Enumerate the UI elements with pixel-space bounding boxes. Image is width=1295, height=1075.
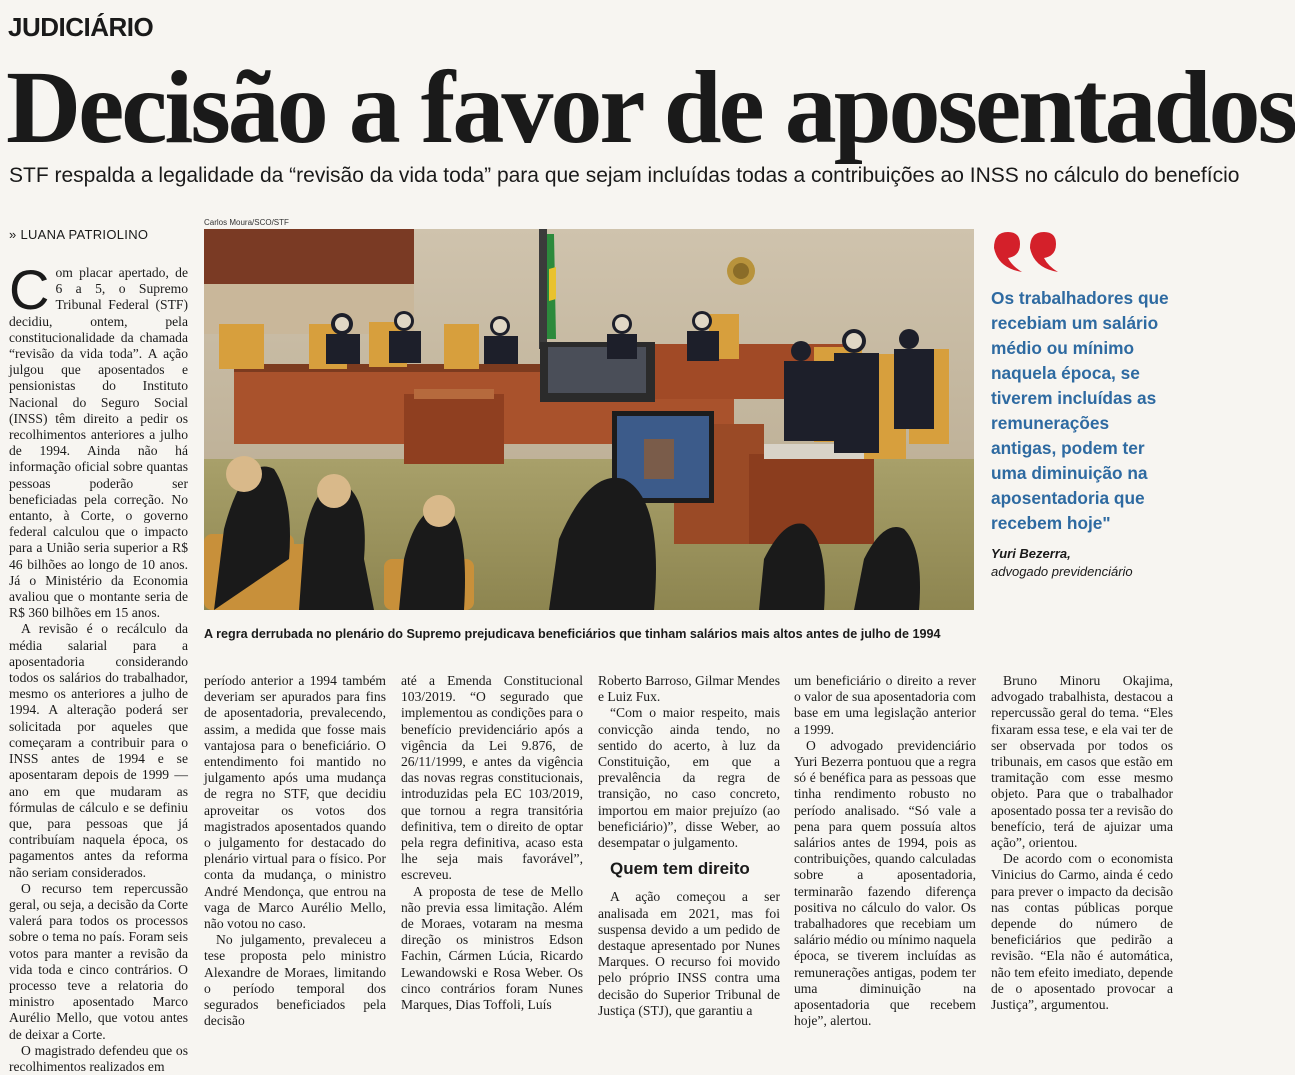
photo-credit: Carlos Moura/SCO/STF <box>204 218 289 227</box>
article-column-5 <box>794 673 976 1029</box>
section-subtitle: Quem tem direito <box>610 859 750 879</box>
paragraph: A proposta de tese de Mello não previa essa limitação. Além de Moraes, votaram na mesma direção os ministros Edson Fachin, Cármen Lúcia, Ricardo Lewandowski e Rosa Weber. Os cinco contrários foram Nunes Marques, Dias Toffoli, Luís <box>401 883 583 1013</box>
paragraph: De acordo com o economista Vinicius do Carmo, ainda é cedo para prever o impacto da decisão nas contas públicas porque depende do número de beneficiários que pedirão a revisão. “Ela não é automática, não tem efeito imediato, depende de o aposentado provocar a Justiça”, argumentou. <box>991 851 1173 1013</box>
paragraph: Bruno Minoru Okajima, advogado trabalhista, destacou a repercussão geral do tema. “Eles fixaram essa tese, e ela vai ter de ser observada por todos os tribunais, em casos que estão em tramitação com esse mesmo objeto. Para que o trabalhador aposentado possa ter a revisão do benefício, terá de ajuizar uma ação”, orientou. <box>991 673 1173 851</box>
paragraph: um beneficiário o direito a rever o valor de sua aposentadoria com base em uma legislação anterior a 1999. <box>794 673 976 737</box>
headline: Decisão a favor de aposentados <box>6 50 1295 165</box>
photo-caption: A regra derrubada no plenário do Supremo prejudicava beneficiários que tinham salários mais altos antes de julho de 1994 <box>204 627 941 641</box>
pullquote-author: Yuri Bezerra, <box>991 546 1071 561</box>
pullquote-text: Os trabalhadores que recebiam um salário médio ou mínimo naquela época, se tiverem incluídas as remunerações antigas, podem ter uma diminuição na aposentadoria que recebem hoje" <box>991 288 1169 533</box>
paragraph: O magistrado defendeu que os recolhimentos realizados em <box>9 1042 188 1074</box>
paragraph: A revisão é o recálculo da média salarial para a aposentadoria considerando todos os salários do trabalhador, mesmo os anteriores a julho de 1994. A alteração poderá ser solicitada por aqueles que começaram a contribuir para o INSS antes de 1994 e se aposentaram depois de 1999 — ano em que mudaram as fórmulas de cálculo e se definiu que, para pessoas que já contribuíam naquela época, os pagamentos antes da reforma não seriam considerados. <box>9 621 188 880</box>
court-plenary-illustration <box>204 229 974 610</box>
byline: » LUANA PATRIOLINO <box>9 227 149 242</box>
paragraph: A ação começou a ser analisada em 2021, mas foi suspensa devido a um pedido de destaque apresentado por Nunes Marques. O recurso foi movido pelo próprio INSS contra uma decisão do Superior Tribunal de Justiça (STJ), que garantiu a <box>598 889 780 1018</box>
drop-cap: C <box>9 258 50 321</box>
article-column-2 <box>204 673 386 1029</box>
court-plenary-photo <box>204 229 974 610</box>
paragraph: Roberto Barroso, Gilmar Mendes e Luiz Fux. <box>598 673 780 705</box>
paragraph: período anterior a 1994 também deveriam ser apurados para fins de aposentadoria, prevalecendo, assim, a medida que fosse mais vantajosa para o beneficiário. O entendimento foi mantido no julgamento após uma mudança de regra no STF, que decidiu aproveitar os votos dos magistrados aposentados quando o julgamento for destacado do plenário virtual para o físico. Por conta da mudança, o ministro André Mendonça, que entrou na vaga de Marco Aurélio Mello, não votou no caso. <box>204 673 386 932</box>
article-column-3 <box>401 673 583 1013</box>
paragraph: om placar apertado, de 6 a 5, o Supremo Tribunal Federal (STF) decidiu, ontem, pela constitucionalidade da chamada “revisão da vida toda”. A ação julgou que aposentados e pensionistas do Instituto Nacional do Seguro Social (INSS) têm direito a pedir os recolhimentos anteriores a julho de 1994. Ainda não há informação oficial sobre quantas pessoas poderão ser beneficiadas pela correção. No entanto, à Corte, o governo federal calculou que o impacto para a União seria superior a R$ 46 bilhões ao longo de 10 anos. Já o Ministério da Economia avaliou que o montante seria de R$ 360 bilhões em 15 anos. <box>9 265 188 621</box>
subheadline: STF respalda a legalidade da “revisão da vida toda” para que sejam incluídas todas a contribuições ao INSS no cálculo do benefício <box>9 164 1240 187</box>
article-column-4 <box>598 673 780 1018</box>
paragraph: até a Emenda Constitucional 103/2019. “O segurado que implementou as condições para o benefício previdenciário após a vigência da Lei 9.876, de 26/11/1999, e antes da vigência das novas regras constitucionais, introduzidas pela EC 103/2019, que tornou a regra transitória definitiva, tem o direito de optar pela regra definitiva, acaso esta lhe seja mais favorável”, escreveu. <box>401 673 583 883</box>
quote-mark-icon <box>990 226 1070 281</box>
paragraph: O recurso tem repercussão geral, ou seja, a decisão da Corte valerá para todos os processos sobre o tema no país. Foram seis votos para manter a revisão da vida toda e cinco contrários. O processo teve a relatoria do ministro aposentado Marco Aurélio Mello, que votou antes de deixar a Corte. <box>9 880 188 1042</box>
pullquote-role: advogado previdenciário <box>991 564 1133 579</box>
paragraph: No julgamento, prevaleceu a tese proposta pelo ministro Alexandre de Moraes, limitando o período temporal dos segurados beneficiados pela decisão <box>204 932 386 1029</box>
paragraph: “Com o maior respeito, mais convicção ainda tendo, no sentido do acerto, à luz da Constituição, em que a prevalência da regra de transição, no caso concreto, importou em maior prejuízo (ao beneficiário)”, disse Weber, ao desempatar o julgamento. <box>598 705 780 851</box>
article-column-1 <box>9 258 188 1074</box>
article-column-6 <box>991 673 1173 1013</box>
section-label: JUDICIÁRIO <box>8 12 154 42</box>
paragraph: O advogado previdenciário Yuri Bezerra pontuou que a regra só é benéfica para as pessoas que tinha rendimento robusto no período analisado. “Só vale a pena para quem possuía altos salários antes de 1994, pois as contribuições, quando calculadas sobre a aposentadoria, terminarão fazendo diferença positiva no cálculo do valor. Os trabalhadores que recebiam um salário médio ou mínimo naquela época, se tiverem incluídas as remunerações antigas, podem ter uma diminuição na aposentadoria que recebem hoje”, alertou. <box>794 737 976 1029</box>
